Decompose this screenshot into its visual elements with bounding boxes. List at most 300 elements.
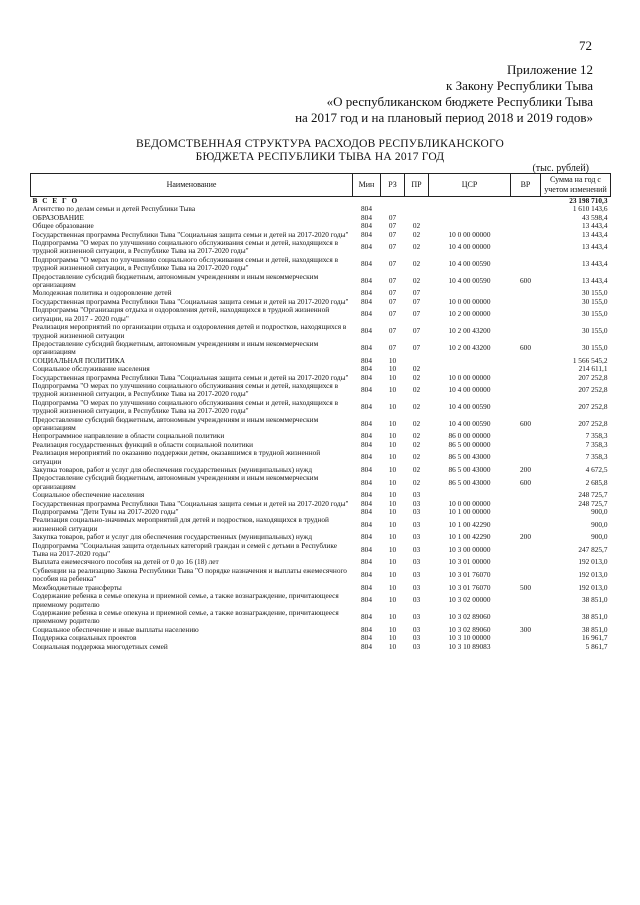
cell-min: 804 [361, 343, 372, 353]
cell-vr [511, 374, 541, 382]
table-row [31, 298, 611, 306]
cell-rz: 10 [388, 612, 397, 622]
cell-csr: 10 4 00 00590 [448, 418, 491, 428]
cell-min: 804 [361, 558, 372, 567]
cell-vr [511, 298, 541, 306]
cell-rz: 07 [388, 259, 397, 269]
cell-rz: 10 [388, 519, 397, 529]
cell-rz: 10 [388, 642, 397, 651]
cell-rz: 10 [388, 418, 397, 428]
cell-pr: 02 [412, 466, 421, 474]
cell-vr [511, 205, 541, 213]
table-row [31, 558, 611, 566]
cell-vr [511, 357, 541, 365]
cell-sum: 1 566 545,2 [572, 356, 608, 365]
cell-min: 804 [361, 533, 372, 542]
cell-pr: 02 [412, 222, 421, 231]
cell-sum: 38 851,0 [581, 595, 608, 605]
table-row [31, 239, 611, 256]
cell-rz [381, 197, 405, 206]
cell-rz: 07 [388, 289, 397, 298]
cell-csr: 86 0 00 00000 [448, 432, 491, 441]
cell-sum: 192 013,0 [578, 583, 608, 592]
col-header-csr: ЦСР [429, 174, 511, 197]
cell-name: Государственная программа Республики Тыва "Социальная защита семьи и детей на 2017-2020 годы" [32, 230, 349, 239]
cell-csr: 10 4 00 00590 [448, 275, 491, 285]
cell-name: Подпрограмма "Дети Тувы на 2017-2020 годы" [32, 508, 179, 517]
table-body [31, 197, 611, 651]
cell-sum: 207 252,8 [578, 385, 608, 395]
cell-rz: 10 [388, 452, 397, 462]
cell-pr: 03 [412, 595, 421, 605]
cell-vr: 600 [520, 275, 531, 285]
cell-vr [511, 214, 541, 222]
cell-name: Реализация социально-значимых мероприятий для детей и подростков, находящихся в трудной жизненной ситуации [32, 516, 329, 533]
cell-rz: 07 [388, 230, 397, 239]
cell-pr: 07 [412, 309, 421, 319]
cell-vr [511, 634, 541, 642]
appendix-line-3: «О республиканском бюджете Республики Тыва [326, 94, 593, 109]
col-header-name: Наименование [31, 174, 353, 197]
cell-rz: 10 [388, 558, 397, 567]
cell-csr: 10 1 00 42290 [448, 519, 491, 529]
cell-min: 804 [361, 205, 372, 214]
cell-name: Государственная программа Республики Тыва "Социальная защита семьи и детей на 2017-2020 годы" [32, 373, 349, 382]
cell-sum: 900,0 [591, 508, 608, 517]
table-row [31, 340, 611, 357]
cell-min: 804 [361, 326, 372, 336]
cell-pr: 07 [412, 326, 421, 336]
cell-pr: 03 [412, 499, 421, 508]
cell-sum: 23 198 710,3 [541, 197, 611, 206]
cell-pr: 03 [412, 508, 421, 517]
cell-min: 804 [361, 289, 372, 298]
cell-min: 804 [361, 222, 372, 231]
cell-csr: 10 2 00 43200 [448, 326, 491, 336]
cell-name: Закупка товаров, работ и услуг для обеспечения государственных (муниципальных) нужд [32, 466, 313, 474]
cell-csr: 10 3 00 00000 [448, 544, 491, 554]
cell-csr: 10 4 00 00590 [448, 259, 491, 269]
cell-pr: 07 [412, 297, 421, 306]
cell-name: Непрограммное направление в области социальной политики [32, 432, 225, 441]
cell-pr: 03 [412, 491, 421, 500]
cell-csr [429, 357, 511, 365]
cell-vr [511, 306, 541, 323]
cell-pr [405, 357, 429, 365]
cell-vr [511, 441, 541, 449]
cell-vr [511, 289, 541, 297]
table-row [31, 491, 611, 499]
table-header [31, 174, 611, 197]
cell-min: 804 [361, 519, 372, 529]
cell-min: 804 [361, 365, 372, 374]
table-row [31, 533, 611, 541]
cell-vr [511, 592, 541, 609]
cell-name: Предоставление субсидий бюджетным, автономным учреждениям и иным некоммерческим организациям [32, 415, 319, 432]
page-number: 72 [579, 38, 592, 53]
cell-min: 804 [361, 230, 372, 239]
title-line-1: ВЕДОМСТВЕННАЯ СТРУКТУРА РАСХОДОВ РЕСПУБЛИКАНСКОГО [135, 138, 505, 150]
cell-vr: 500 [520, 583, 531, 592]
cell-csr: 10 4 00 00590 [448, 401, 491, 411]
col-header-pr: ПР [405, 174, 429, 197]
cell-name: Государственная программа Республики Тыва "Социальная защита семьи и детей на 2017-2020 годы" [32, 499, 349, 508]
cell-name: Подпрограмма "Социальная защита отдельных категорий граждан и семей с детьми в Республике Тыва на 2017-2020 годы" [32, 541, 338, 559]
cell-vr [511, 558, 541, 566]
cell-pr: 02 [412, 452, 421, 462]
appendix-header [295, 62, 593, 126]
cell-sum: 7 358,3 [585, 440, 608, 449]
cell-pr [405, 197, 429, 206]
cell-sum: 7 358,3 [585, 452, 608, 462]
document-title [100, 138, 540, 164]
cell-rz: 10 [388, 570, 397, 580]
cell-pr [405, 205, 429, 213]
cell-sum: 2 685,8 [585, 477, 608, 487]
cell-csr [429, 222, 511, 230]
cell-sum: 13 443,4 [581, 242, 608, 252]
appendix-line-4: на 2017 год и на плановый период 2018 и 2019 годов» [295, 110, 593, 125]
cell-sum: 247 825,7 [578, 544, 608, 554]
cell-vr [511, 516, 541, 533]
table-row [31, 197, 611, 206]
cell-min [353, 197, 381, 206]
cell-csr: 10 3 10 00000 [448, 634, 491, 643]
cell-pr: 03 [412, 533, 421, 542]
cell-rz: 10 [388, 385, 397, 395]
cell-min: 804 [361, 612, 372, 622]
cell-rz: 10 [388, 508, 397, 517]
cell-min: 804 [361, 356, 372, 365]
cell-vr [511, 222, 541, 230]
table-row [31, 222, 611, 230]
cell-pr: 03 [412, 570, 421, 580]
table-row [31, 441, 611, 449]
cell-csr: 10 4 00 00000 [448, 385, 491, 395]
cell-vr [511, 197, 541, 206]
cell-sum: 900,0 [591, 533, 608, 542]
cell-sum: 16 961,7 [581, 634, 608, 643]
cell-name: Реализация государственных функций в области социальной политики [32, 440, 254, 449]
cell-vr [511, 323, 541, 340]
cell-pr: 03 [412, 583, 421, 592]
cell-csr: 86 5 00 43000 [448, 452, 491, 462]
cell-rz: 10 [388, 533, 397, 542]
cell-sum: 30 155,0 [581, 297, 608, 306]
cell-pr [405, 214, 429, 222]
cell-name: Общее образование [32, 222, 94, 231]
cell-csr: 10 4 00 00000 [448, 242, 491, 252]
cell-rz: 10 [388, 365, 397, 374]
cell-name: Содержание ребенка в семье опекуна и приемной семье, а также вознаграждение, причитающееся приемному родителю [32, 592, 339, 609]
table-row [31, 474, 611, 491]
cell-vr: 600 [520, 477, 531, 487]
cell-min: 804 [361, 544, 372, 554]
cell-name: Субвенции на реализацию Закона Республики Тыва "О порядке назначения и выплаты ежемесячного пособия на ребенка" [32, 566, 347, 584]
cell-pr: 03 [412, 625, 421, 634]
cell-pr: 03 [412, 544, 421, 554]
cell-pr: 02 [412, 477, 421, 487]
appendix-line-1: Приложение 12 [506, 62, 593, 77]
cell-vr: 600 [520, 418, 531, 428]
title-line-2: БЮДЖЕТА РЕСПУБЛИКИ ТЫВА НА 2017 ГОД [195, 151, 445, 163]
table-row [31, 634, 611, 642]
table-row [31, 567, 611, 584]
cell-sum: 207 252,8 [578, 373, 608, 382]
cell-min: 804 [361, 634, 372, 643]
cell-csr: 10 3 01 76070 [448, 583, 491, 592]
cell-csr: 10 0 00 00000 [448, 373, 491, 382]
cell-min: 804 [361, 297, 372, 306]
cell-sum: 13 443,4 [581, 222, 608, 231]
cell-sum: 30 155,0 [581, 289, 608, 298]
cell-name: Государственная программа Республики Тыва "Социальная защита семьи и детей на 2017-2020 годы" [32, 297, 349, 306]
table-row [31, 449, 611, 466]
cell-sum: 900,0 [591, 519, 608, 529]
cell-sum: 248 725,7 [578, 491, 608, 500]
table-row [31, 273, 611, 290]
cell-name: Подпрограмма "О мерах по улучшению социального обслуживания семьи и детей, находящихся в трудной жизненной ситуации, в Республике Тыва на 2017-2020 годы" [32, 398, 339, 416]
cell-rz: 10 [388, 544, 397, 554]
cell-vr [511, 365, 541, 373]
cell-sum: 207 252,8 [578, 418, 608, 428]
cell-rz: 07 [388, 326, 397, 336]
cell-sum: 207 252,8 [578, 401, 608, 411]
cell-csr [429, 491, 511, 499]
cell-pr: 02 [412, 259, 421, 269]
cell-vr: 600 [520, 343, 531, 353]
cell-csr: 10 3 02 89060 [448, 612, 491, 622]
cell-csr: 86 5 00 43000 [448, 466, 491, 474]
cell-sum: 248 725,7 [578, 499, 608, 508]
cell-pr: 03 [412, 558, 421, 567]
cell-rz: 07 [388, 297, 397, 306]
cell-name: СОЦИАЛЬНАЯ ПОЛИТИКА [32, 356, 126, 365]
cell-sum: 13 443,4 [581, 230, 608, 239]
cell-vr: 200 [520, 533, 531, 542]
cell-csr: 10 0 00 00000 [448, 230, 491, 239]
table-row [31, 231, 611, 239]
cell-sum: 7 358,3 [585, 432, 608, 441]
cell-csr [429, 289, 511, 297]
cell-csr: 10 1 00 00000 [448, 508, 491, 517]
cell-min: 804 [361, 309, 372, 319]
cell-min: 804 [361, 583, 372, 592]
table-row [31, 466, 611, 474]
cell-csr: 10 3 01 76070 [448, 570, 491, 580]
cell-sum: 4 672,5 [585, 466, 608, 474]
cell-min: 804 [361, 477, 372, 487]
table-row [31, 592, 611, 609]
cell-rz: 07 [388, 343, 397, 353]
cell-csr: 10 0 00 00000 [448, 297, 491, 306]
table-row [31, 416, 611, 433]
budget-table-wrap [30, 173, 610, 651]
cell-name: Подпрограмма "О мерах по улучшению социального обслуживания семьи и детей, находящихся в трудной жизненной ситуации, в Республике Тыва на 2017-2020 годы" [32, 239, 339, 256]
cell-rz: 10 [388, 583, 397, 592]
cell-rz: 10 [388, 625, 397, 634]
cell-pr: 03 [412, 519, 421, 529]
cell-name: Подпрограмма "О мерах по улучшению социального обслуживания семьи и детей, находящихся в трудной жизненной ситуации, в Республике Тыва на 2017-2020 годы" [32, 381, 339, 399]
cell-pr: 02 [412, 373, 421, 382]
cell-rz: 07 [388, 275, 397, 285]
cell-rz: 10 [388, 373, 397, 382]
cell-pr: 02 [412, 365, 421, 374]
cell-rz: 07 [388, 242, 397, 252]
cell-pr: 03 [412, 634, 421, 643]
cell-pr: 02 [412, 275, 421, 285]
cell-rz: 10 [388, 401, 397, 411]
cell-pr: 02 [412, 432, 421, 441]
cell-min: 804 [361, 432, 372, 441]
cell-min: 804 [361, 385, 372, 395]
cell-sum: 13 443,4 [581, 259, 608, 269]
cell-rz: 10 [388, 466, 397, 474]
cell-vr: 300 [520, 625, 531, 634]
cell-pr: 03 [412, 612, 421, 622]
cell-min: 804 [361, 625, 372, 634]
cell-name: Реализация мероприятий по организации отдыха и оздоровления детей и подростков, находящихся в трудной жизненной ситуации [32, 323, 347, 340]
cell-csr: 10 3 02 00000 [448, 595, 491, 605]
table-row [31, 214, 611, 222]
units-label: (тыс. рублей) [532, 163, 589, 174]
cell-name: Предоставление субсидий бюджетным, автономным учреждениям и иным некоммерческим организациям [32, 339, 319, 357]
cell-min: 804 [361, 499, 372, 508]
cell-vr [511, 256, 541, 273]
col-header-sum: Сумма на год с учетом изменений [541, 174, 611, 197]
cell-sum: 214 611,1 [578, 365, 608, 374]
cell-sum: 43 598,4 [581, 213, 608, 222]
cell-vr [511, 542, 541, 559]
cell-pr: 02 [412, 230, 421, 239]
cell-pr: 02 [412, 385, 421, 395]
cell-name: Предоставление субсидий бюджетным, автономным учреждениям и иным некоммерческим организациям [32, 272, 319, 290]
table-row [31, 374, 611, 382]
cell-name: Выплата ежемесячного пособия на детей от 0 до 16 (18) лет [32, 558, 219, 567]
table-row [31, 500, 611, 508]
cell-sum: 30 155,0 [581, 326, 608, 336]
cell-rz: 10 [388, 595, 397, 605]
cell-min: 804 [361, 491, 372, 500]
cell-sum: 5 861,7 [585, 642, 608, 651]
cell-min: 804 [361, 275, 372, 285]
cell-pr: 02 [412, 440, 421, 449]
cell-name: Социальная поддержка многодетных семей [32, 642, 168, 651]
cell-min: 804 [361, 642, 372, 651]
col-header-vr: ВР [511, 174, 541, 197]
cell-csr: 10 3 01 00000 [448, 558, 491, 567]
cell-vr [511, 500, 541, 508]
cell-name: Социальное обслуживание населения [32, 365, 150, 374]
cell-sum: 1 610 143,6 [572, 205, 608, 214]
cell-rz: 10 [388, 356, 397, 365]
cell-vr [511, 567, 541, 584]
table-row [31, 205, 611, 213]
cell-name: Поддержка социальных проектов [32, 634, 137, 643]
cell-sum: 38 851,0 [581, 612, 608, 622]
cell-csr: 10 2 00 00000 [448, 309, 491, 319]
table-row [31, 432, 611, 440]
cell-name: Подпрограмма "Организация отдыха и оздоровления детей, находящихся в трудной жизненной ситуации, на 2017 - 2020 годы" [32, 306, 330, 323]
cell-csr: 86 5 00 43000 [448, 477, 491, 487]
table-row [31, 508, 611, 516]
cell-vr [511, 239, 541, 256]
table-row [31, 584, 611, 592]
cell-min: 804 [361, 213, 372, 222]
cell-csr: 10 3 10 89083 [448, 642, 491, 651]
cell-rz [381, 205, 405, 213]
cell-sum: 30 155,0 [581, 343, 608, 353]
table-row [31, 382, 611, 399]
cell-csr: 86 5 00 00000 [448, 440, 491, 449]
col-header-rz: РЗ [381, 174, 405, 197]
cell-name: В С Е Г О [31, 197, 353, 206]
table-row [31, 256, 611, 273]
cell-sum: 38 851,0 [581, 625, 608, 634]
table-row [31, 357, 611, 365]
cell-rz: 10 [388, 477, 397, 487]
cell-min: 804 [361, 259, 372, 269]
cell-vr [511, 432, 541, 440]
cell-sum: 13 443,4 [581, 275, 608, 285]
cell-csr [429, 365, 511, 373]
cell-name: Содержание ребенка в семье опекуна и приемной семье, а также вознаграждение, причитающееся приемному родителю [32, 608, 339, 626]
cell-vr [511, 508, 541, 516]
cell-name: Подпрограмма "О мерах по улучшению социального обслуживания семьи и детей, находящихся в трудной жизненной ситуации, в Республике Тыва на 2017-2020 годы" [32, 255, 339, 273]
cell-name: Межбюджетные трансферты [32, 583, 122, 592]
cell-pr: 02 [412, 242, 421, 252]
cell-rz: 07 [388, 222, 397, 231]
cell-pr: 02 [412, 418, 421, 428]
table-row [31, 289, 611, 297]
cell-sum: 192 013,0 [578, 570, 608, 580]
table-row [31, 516, 611, 533]
cell-pr: 07 [412, 343, 421, 353]
table-row [31, 609, 611, 626]
cell-min: 804 [361, 595, 372, 605]
cell-vr [511, 231, 541, 239]
cell-csr: 10 0 00 00000 [448, 499, 491, 508]
cell-pr: 03 [412, 642, 421, 651]
cell-rz: 07 [388, 213, 397, 222]
cell-vr [511, 449, 541, 466]
cell-vr [511, 609, 541, 626]
cell-vr [511, 643, 541, 651]
cell-name: Закупка товаров, работ и услуг для обеспечения государственных (муниципальных) нужд [32, 533, 313, 542]
cell-name: Агентство по делам семьи и детей Республики Тыва [32, 205, 196, 214]
cell-min: 804 [361, 570, 372, 580]
cell-rz: 10 [388, 440, 397, 449]
cell-vr [511, 382, 541, 399]
cell-csr [429, 205, 511, 213]
cell-name: Предоставление субсидий бюджетным, автономным учреждениям и иным некоммерческим организациям [32, 474, 319, 491]
cell-min: 804 [361, 452, 372, 462]
table-row [31, 626, 611, 634]
cell-csr: 10 2 00 43200 [448, 343, 491, 353]
col-header-min: Мин [353, 174, 381, 197]
cell-sum: 30 155,0 [581, 309, 608, 319]
cell-pr: 02 [412, 401, 421, 411]
cell-sum: 192 013,0 [578, 558, 608, 567]
table-row [31, 643, 611, 651]
cell-name: Социальное обеспечение и иные выплаты населению [32, 625, 199, 634]
cell-rz: 10 [388, 491, 397, 500]
cell-min: 804 [361, 508, 372, 517]
cell-csr [429, 197, 511, 206]
table-row [31, 323, 611, 340]
cell-name: Реализация мероприятий по оказанию поддержки детям, оказавшимся в трудной жизненной ситуации [32, 449, 321, 466]
cell-vr: 200 [520, 466, 531, 474]
